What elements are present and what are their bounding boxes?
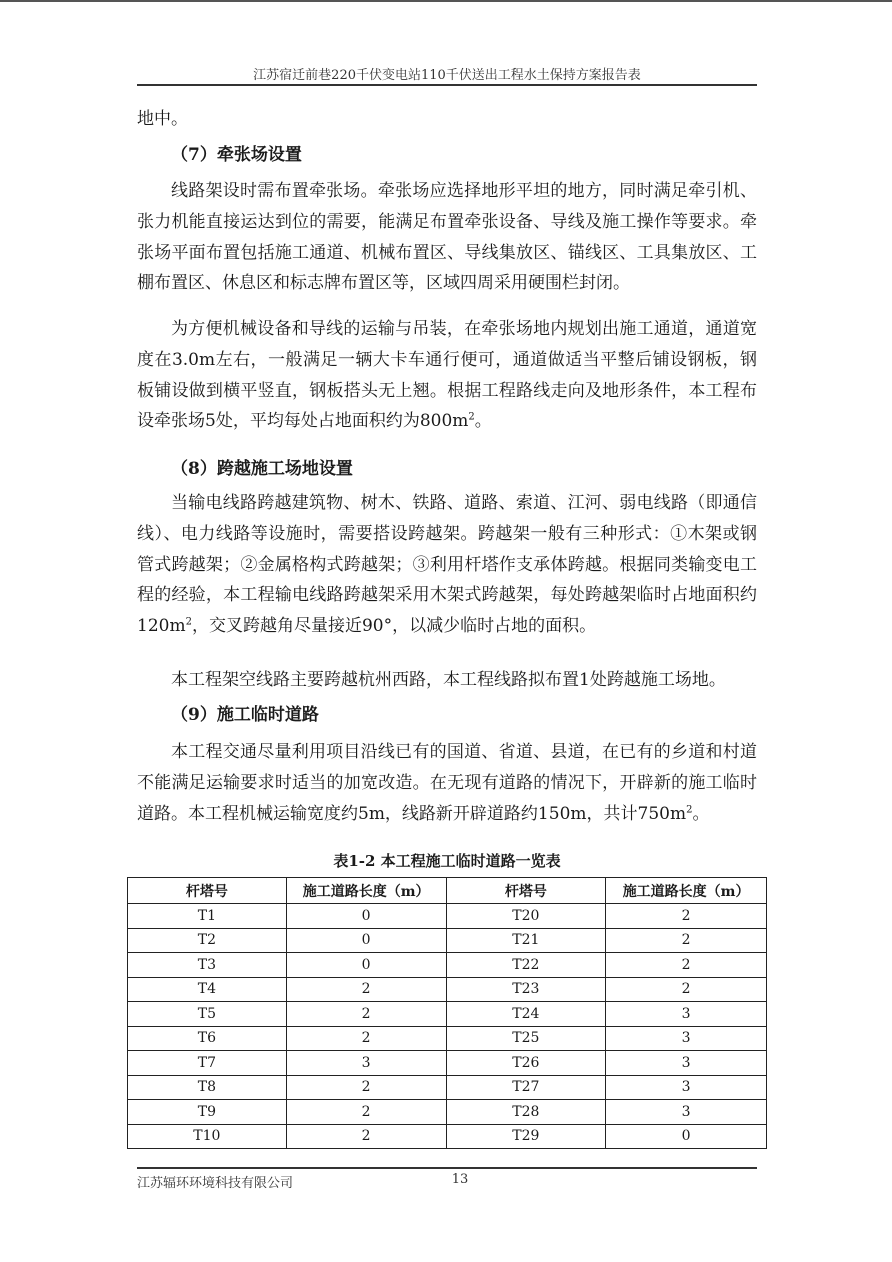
paragraph-text: 。 <box>474 411 492 432</box>
header-rule <box>137 84 757 86</box>
table-cell: T1 <box>128 904 287 929</box>
table-cell: T5 <box>128 1002 287 1027</box>
paragraph-text: 当输电线路跨越建筑物、树木、铁路、道路、索道、江河、弱电线路（即通信线）、电力线路等设施时，需要搭设跨越架。跨越架一般有三种形式：①木架或钢管式跨越架；②金属格构式跨越架；③利用杆塔作支承体跨越。根据同类输变电工程的经验，本工程输电线路跨越架采用木架式跨越架，每处跨越架临时占地面积约120m <box>137 493 757 637</box>
table-cell: T4 <box>128 977 287 1002</box>
table-cell: 2 <box>286 1124 446 1149</box>
paragraph-crossing-site: 本工程架空线路主要跨越杭州西路，本工程线路拟布置1处跨越施工场地。 <box>171 670 726 690</box>
table-row <box>128 977 767 1002</box>
road-length-table <box>127 877 767 1149</box>
page-number: 13 <box>451 1172 469 1187</box>
table-caption: 表1-2 本工程施工临时道路一览表 <box>333 852 561 870</box>
table-cell: T21 <box>446 928 606 953</box>
table-cell: T6 <box>128 1026 287 1051</box>
table-row <box>128 1124 767 1149</box>
table-cell: 3 <box>606 1002 767 1027</box>
table-cell: T26 <box>446 1051 606 1076</box>
table-cell: 2 <box>606 928 767 953</box>
table-cell: T23 <box>446 977 606 1002</box>
table-cell: T7 <box>128 1051 287 1076</box>
running-header: 江苏宿迁前巷220千伏变电站110千伏送出工程水土保持方案报告表 <box>253 68 641 83</box>
section-heading-7: （7）牵张场设置 <box>171 145 302 165</box>
superscript: 2 <box>468 411 475 423</box>
table-cell: 2 <box>606 953 767 978</box>
table-cell: 3 <box>606 1100 767 1125</box>
table-row <box>128 1051 767 1076</box>
table-cell: T25 <box>446 1026 606 1051</box>
table-cell: 0 <box>286 904 446 929</box>
table-cell: T8 <box>128 1075 287 1100</box>
table-cell: 2 <box>286 1075 446 1100</box>
table-cell: T2 <box>128 928 287 953</box>
table-row <box>128 928 767 953</box>
table-row <box>128 904 767 929</box>
table-row <box>128 953 767 978</box>
top-border-line <box>0 0 892 2</box>
table-row <box>128 1100 767 1125</box>
table-cell: 0 <box>286 953 446 978</box>
superscript: 2 <box>185 616 192 628</box>
header-cell: 施工道路长度（m） <box>286 878 446 904</box>
section-heading-9: （9）施工临时道路 <box>171 705 319 725</box>
table-cell: 3 <box>286 1051 446 1076</box>
paragraph-text: ，交叉跨越角尽量接近90°，以减少临时占地的面积。 <box>191 616 597 637</box>
table-cell: 2 <box>286 1100 446 1125</box>
table-cell: 2 <box>286 1026 446 1051</box>
table-cell: T27 <box>446 1075 606 1100</box>
table-cell: 2 <box>606 977 767 1002</box>
table-cell: 3 <box>606 1051 767 1076</box>
table-cell: T28 <box>446 1100 606 1125</box>
paragraph-continuation: 地中。 <box>137 109 188 129</box>
section-heading-8: （8）跨越施工场地设置 <box>171 459 353 479</box>
table-header-row <box>128 878 767 904</box>
paragraph-text: 。 <box>692 803 710 824</box>
footer-company: 江苏辐环环境科技有限公司 <box>137 1176 294 1191</box>
table-cell: T9 <box>128 1100 287 1125</box>
table-row <box>128 1002 767 1027</box>
table-row <box>128 1075 767 1100</box>
table-cell: T29 <box>446 1124 606 1149</box>
header-cell: 施工道路长度（m） <box>606 878 767 904</box>
paragraph-temporary-road <box>137 737 757 829</box>
table-cell: 0 <box>606 1124 767 1149</box>
table-cell: 0 <box>286 928 446 953</box>
table-cell: 2 <box>606 904 767 929</box>
paragraph-construction-channel <box>137 314 757 437</box>
table-cell: T24 <box>446 1002 606 1027</box>
table-cell: 3 <box>606 1075 767 1100</box>
header-cell: 杆塔号 <box>446 878 606 904</box>
table-cell: T22 <box>446 953 606 978</box>
table-row <box>128 1026 767 1051</box>
paragraph-text: 为方便机械设备和导线的运输与吊装，在牵张场地内规划出施工通道，通道宽度在3.0m左右，一般满足一辆大卡车通行便可，通道做适当平整后铺设钢板，钢板铺设做到横平竖直，钢板搭头无上翘。根据工程路线走向及地形条件，本工程布设牵张场5处，平均每处占地面积约为800m <box>137 319 757 432</box>
paragraph-text: 本工程交通尽量利用项目沿线已有的国道、省道、县道，在已有的乡道和村道不能满足运输要求时适当的加宽改造。在无现有道路的情况下，开辟新的施工临时道路。本工程机械运输宽度约5m，线路新开辟道路约150m，共计750m <box>137 742 757 824</box>
footer-rule <box>137 1167 757 1169</box>
table-cell: T20 <box>446 904 606 929</box>
header-cell: 杆塔号 <box>128 878 287 904</box>
table-cell: 3 <box>606 1026 767 1051</box>
table-cell: T10 <box>128 1124 287 1149</box>
paragraph-crossing-frame <box>137 488 757 642</box>
table-cell: T3 <box>128 953 287 978</box>
superscript: 2 <box>686 803 693 815</box>
table-cell: 2 <box>286 1002 446 1027</box>
table-cell: 2 <box>286 977 446 1002</box>
paragraph-tension-field: 线路架设时需布置牵张场。牵张场应选择地形平坦的地方，同时满足牵引机、张力机能直接运达到位的需要，能满足布置牵张设备、导线及施工操作等要求。牵张场平面布置包括施工通道、机械布置区、导线集放区、锚线区、工具集放区、工棚布置区、休息区和标志牌布置区等，区域四周采用硬围栏封闭。 <box>137 181 757 294</box>
